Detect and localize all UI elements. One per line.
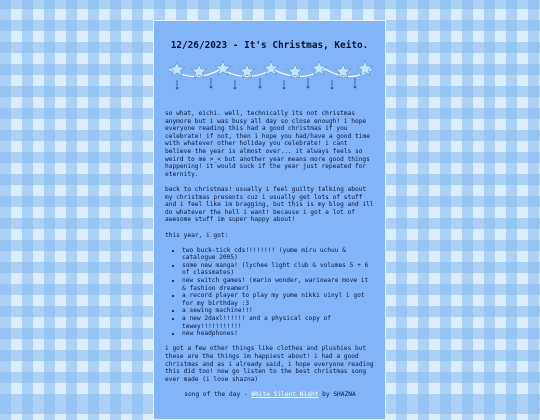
song-of-the-day (165, 391, 375, 399)
post-paragraph-intro: so what, eichi. well, technically its not christmas anymore but i was busy all day so close enough! i hope everyone reading this had a good christmas if you celebrate! if not, then i hope you had/have a good time with whatever other holiday you celebrate! i cant believe the year is almost over... it always feels so weird to me >_< but another year means more good things happening! it would suck if the year just repeated for eternity. (165, 110, 370, 178)
star-garland-icon (165, 60, 375, 92)
post-paragraph-list-intro: this year, i got: (165, 231, 229, 239)
song-prefix: song of the day - (184, 390, 252, 398)
blog-post-card (153, 20, 386, 420)
song-artist: by SHAZNA (318, 390, 356, 398)
gift-list (165, 247, 375, 338)
song-link[interactable]: White Silent Night (251, 390, 319, 398)
list-item: • some new manga! (lychee light club & volumes 5 + 6 of classmates) (182, 262, 375, 277)
list-item: • new headphones! (182, 330, 375, 338)
post-paragraph-closing: i got a few other things like clothes and plushies but these are the things im happiest about! i had a good christmas and as i already said, i hope everyone reading this did too! now go listen to the best christmas song ever made (i love shazna) (165, 345, 374, 383)
post-title: 12/26/2023 - It's Christmas, Keito. (170, 40, 369, 51)
post-body (154, 110, 385, 399)
list-item: • a sewing machine!!! (182, 307, 375, 315)
list-item: • a new 2daxl!!!!!! and a physical copy of tewey!!!!!!!!!!! (182, 315, 375, 330)
list-item: • new switch games! (mario wonder, warioware move it & fashion dreamer) (182, 277, 375, 292)
list-item: • a record player to play my yume nikki vinyl i got for my birthday :3 (182, 292, 375, 307)
list-item: • two buck-tick cds!!!!!!!! (yume miru uchuu & catalogue 2005) (182, 247, 375, 262)
post-paragraph-presents: back to christmas! usually i feel guilty talking about my christmas presents cuz i usually get lots of stuff and i feel like im bragging, but this is my blog and ill do whatever the hell i want! because i got a lot of awesome stuff im super happy about! (165, 185, 374, 224)
